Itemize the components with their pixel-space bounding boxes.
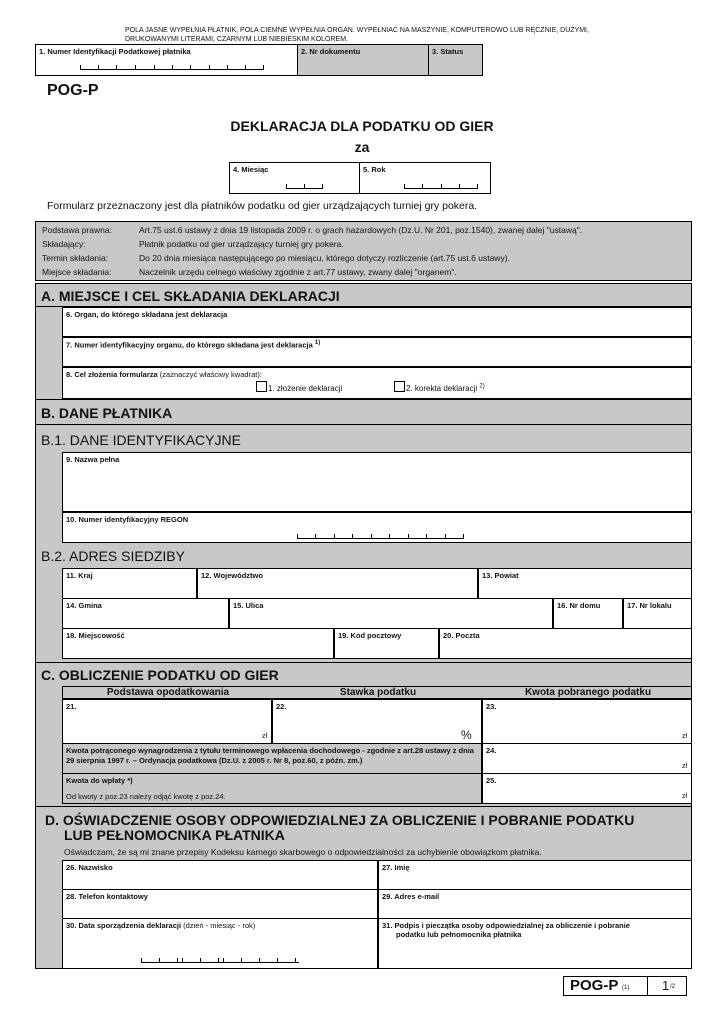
remuneration-currency: zł	[681, 763, 687, 770]
signature-label-line1: 31. Podpis i pieczątka osoby odpowiedzialnej za obliczenie i pobranie	[382, 921, 630, 930]
payment-label: Kwota do wpłaty *)	[66, 776, 133, 785]
section-b-title: B. DANE PŁATNIKA	[41, 405, 173, 421]
option-correction[interactable]	[394, 381, 485, 393]
organ-id-label-text: 7. Numer identyfikacyjny organu, do którego składana jest deklaracja	[66, 340, 313, 350]
year-comb	[404, 184, 478, 189]
footer-box	[563, 976, 687, 996]
col-tax-rate: Stawka podatku	[339, 687, 417, 698]
status-label: 3. Status	[432, 47, 464, 56]
nip-comb	[80, 65, 264, 70]
first-name-label: 27. Imię	[382, 863, 410, 872]
organ-id-field[interactable]	[62, 337, 692, 367]
first-name-field[interactable]	[378, 860, 692, 890]
footer-page-cell	[648, 977, 686, 995]
section-c-divider	[35, 662, 692, 663]
footer-page-total: /2	[670, 984, 676, 990]
date-label	[66, 921, 255, 930]
tax-rate-percent: %	[461, 728, 472, 742]
district-label: 13. Powiat	[482, 571, 519, 580]
phone-label: 28. Telefon kontaktowy	[66, 892, 148, 901]
month-field[interactable]	[230, 163, 360, 193]
month-label: 4. Miesiąc	[233, 165, 269, 174]
remuneration-field[interactable]	[482, 743, 692, 774]
form-za: za	[354, 139, 370, 155]
commune-field[interactable]	[62, 598, 229, 629]
option-correction-label: 2. korekta deklaracji	[406, 384, 478, 393]
commune-label: 14. Gmina	[66, 601, 102, 610]
tax-amount-label: 23.	[486, 702, 497, 711]
footer-code: POG-P	[570, 977, 619, 994]
section-a-title: A. MIEJSCE I CEL SKŁADANIA DEKLARACJI	[41, 288, 340, 304]
status-field	[429, 45, 482, 75]
surname-field[interactable]	[62, 860, 378, 890]
tax-base-field[interactable]	[62, 699, 272, 744]
statement-text: Oświadczam, że są mi znane przepisy Kodeksu karnego skarbowego o odpowiedzialności za uchybienie obowiązkom płatnika.	[64, 847, 542, 857]
tax-rate-label: 22.	[276, 702, 287, 711]
info-label: Składający:	[42, 239, 86, 249]
info-row	[36, 251, 691, 265]
surname-label: 26. Nazwisko	[66, 863, 113, 872]
col-tax-base: Podstawa opodatkowania	[106, 687, 230, 698]
postal-code-label: 19. Kod pocztowy	[338, 631, 402, 640]
city-label: 18. Miejscowość	[66, 631, 125, 640]
option-declaration[interactable]	[256, 381, 342, 393]
street-field[interactable]	[229, 598, 553, 629]
organ-field[interactable]	[62, 307, 692, 337]
voivodeship-field[interactable]	[197, 568, 478, 599]
organ-id-label	[66, 340, 320, 350]
purpose-label-text: 8. Cel złożenia formularza	[66, 370, 158, 379]
tax-table-header	[62, 686, 692, 699]
fill-instructions-line2: DRUKOWANYMI LITERAMI, CZARNYM LUB NIEBIESKIM KOLOREM.	[125, 36, 348, 43]
payment-currency: zł	[681, 793, 687, 800]
email-field[interactable]	[378, 889, 692, 919]
house-number-field[interactable]	[553, 598, 623, 629]
info-label: Termin składania:	[42, 253, 109, 263]
month-comb	[286, 184, 323, 189]
payment-number: 25.	[486, 776, 497, 785]
postal-code-field[interactable]	[334, 628, 439, 659]
purpose-field	[62, 367, 692, 399]
remuneration-label-cell	[62, 743, 482, 774]
organ-label: 6. Organ, do którego składana jest deklaracja	[66, 310, 228, 319]
section-b-divider	[35, 399, 692, 400]
payment-label-cell	[62, 773, 482, 804]
tax-amount-field[interactable]	[482, 699, 692, 744]
info-row	[36, 237, 691, 251]
nip-label: 1. Numer Identyfikacji Podatkowej płatnika	[39, 47, 191, 56]
section-b1-divider	[35, 424, 692, 425]
checkbox-correction[interactable]	[394, 381, 405, 392]
district-field[interactable]	[478, 568, 692, 599]
payment-field[interactable]	[482, 773, 692, 804]
email-label: 29. Adres e-mail	[382, 892, 440, 901]
phone-field[interactable]	[62, 889, 378, 919]
info-text: Płatnik podatku od gier urządzający turniej gry pokera.	[139, 239, 344, 249]
full-name-field[interactable]	[62, 452, 692, 512]
street-label: 15. Ulica	[233, 601, 264, 610]
purpose-hint: (zaznaczyć właściwy kwadrat):	[159, 370, 262, 379]
section-d-title-line2: LUB PEŁNOMOCNIKA PŁATNIKA	[64, 827, 285, 843]
section-d-title-line1: D. OŚWIADCZENIE OSOBY ODPOWIEDZIALNEJ ZA OBLICZENIE I POBRANIE PODATKU	[45, 812, 635, 828]
tax-rate-field[interactable]	[272, 699, 482, 744]
full-name-label: 9. Nazwa pełna	[66, 455, 120, 464]
remuneration-label: Kwota potrąconego wynagrodzenia z tytułu terminowego wpłacenia dochodowego - zgodnie z art.28 ustawy z dnia 29 sierpnia 1997 r. – Ordynacja podatkowa (Dz.U. z 2005 r. Nr 8, poz.60, z późn. zm.)	[66, 746, 474, 765]
info-text: Art.75 ust.6 ustawy z dnia 19 listopada 2009 r. o grach hazardowych (Dz.U. Nr 201, poz.1540), zwanej dalej "ustawą".	[139, 225, 583, 235]
country-field[interactable]	[62, 568, 197, 599]
section-c-title: C. OBLICZENIE PODATKU OD GIER	[41, 667, 279, 683]
city-field[interactable]	[62, 628, 334, 659]
voivodeship-label: 12. Województwo	[201, 571, 263, 580]
period-fields	[229, 162, 491, 194]
payment-hint: Od kwoty z poz.23 należy odjąć kwotę z poz.24.	[66, 792, 226, 801]
col-tax-amount: Kwota pobranego podatku	[524, 687, 652, 698]
regon-comb	[297, 534, 464, 539]
date-label-text: 30. Data sporządzenia deklaracji	[66, 921, 182, 930]
section-b1-title: B.1. DANE IDENTYFIKACYJNE	[41, 432, 241, 448]
section-d-divider	[35, 806, 692, 807]
footer-code-cell	[564, 977, 648, 995]
apartment-number-field[interactable]	[623, 598, 692, 629]
regon-field[interactable]	[62, 512, 692, 543]
form-title: DEKLARACJA DLA PODATKU OD GIER	[230, 118, 494, 134]
regon-label: 10. Numer identyfikacyjny REGON	[66, 515, 189, 524]
section-b2-title: B.2. ADRES SIEDZIBY	[41, 548, 185, 564]
info-text: Do 20 dnia miesiąca następującego po miesiącu, którego dotyczy rozliczenie (art.75 ust.6 ustawy).	[139, 253, 510, 263]
form-code: POG-P	[47, 82, 99, 99]
info-row	[36, 265, 691, 279]
remuneration-number: 24.	[486, 746, 497, 755]
info-text: Naczelnik urzędu celnego właściwy zgodnie z art.77 ustawy, zwany dalej "organem".	[139, 267, 457, 277]
footer-page-number: 1	[662, 978, 670, 993]
tax-base-label: 21.	[66, 702, 77, 711]
info-label: Miejsce składania:	[42, 267, 112, 277]
post-office-field[interactable]	[439, 628, 692, 659]
date-comb	[141, 958, 299, 963]
info-label: Podstawa prawna:	[42, 225, 112, 235]
document-number-label: 2. Nr dokumentu	[301, 47, 361, 56]
purpose-label	[66, 370, 262, 379]
info-block	[35, 221, 692, 281]
apartment-number-label: 17. Nr lokalu	[627, 601, 672, 610]
checkbox-declaration[interactable]	[256, 381, 267, 392]
country-label: 11. Kraj	[66, 571, 93, 580]
fill-instructions-line1: POLA JASNE WYPEŁNIA PŁATNIK, POLA CIEMNE WYPEŁNIA ORGAN. WYPEŁNIAĆ NA MASZYNIE, KOMPUTEROWO LUB RĘCZNIE, DUŻYMI,	[125, 27, 589, 34]
year-field[interactable]	[360, 163, 490, 193]
info-row	[36, 223, 691, 237]
date-field[interactable]	[62, 918, 378, 969]
header-fields	[35, 44, 483, 76]
intended-use-text: Formularz przeznaczony jest dla płatników podatku od gier urządzających turniej gry pokera.	[47, 200, 478, 212]
signature-field[interactable]	[378, 918, 692, 969]
tax-amount-currency: zł	[681, 733, 687, 740]
nip-field[interactable]	[36, 45, 298, 75]
organ-id-footnote: 1)	[314, 340, 321, 346]
footer-version: (1)	[622, 985, 630, 991]
house-number-label: 16. Nr domu	[557, 601, 601, 610]
fill-instructions	[125, 26, 645, 44]
date-hint: (dzień - miesiąc - rok)	[183, 921, 256, 930]
post-office-label: 20. Poczta	[443, 631, 480, 640]
signature-label-line2: podatku lub pełnomocnika płatnika	[396, 930, 522, 939]
correction-footnote: 2)	[479, 383, 485, 390]
document-number-field	[298, 45, 429, 75]
option-declaration-label: 1. złożenie deklaracji	[268, 384, 343, 393]
year-label: 5. Rok	[363, 165, 386, 174]
tax-base-currency: zł	[261, 733, 267, 740]
